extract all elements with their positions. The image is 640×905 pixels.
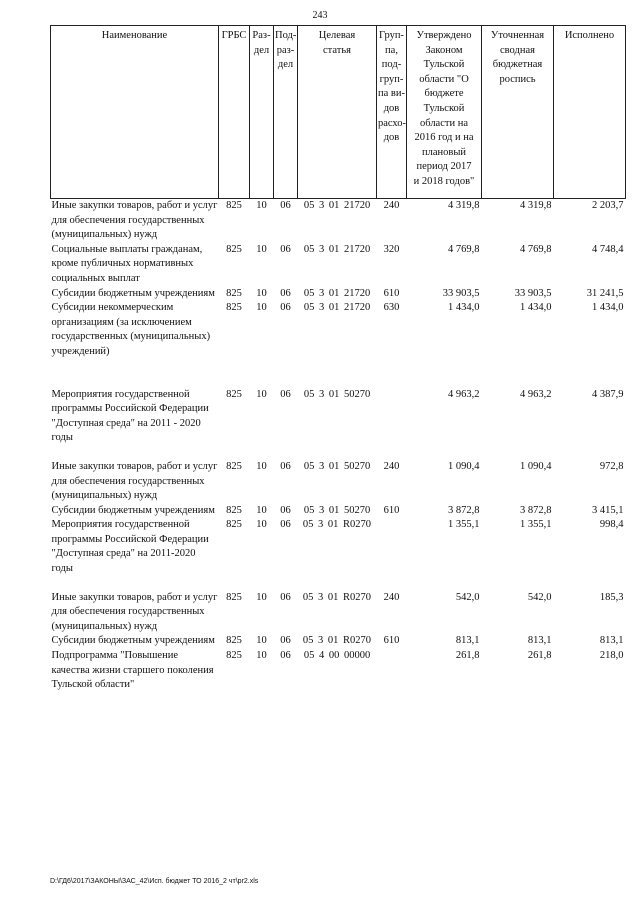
row-name: Подпрограмма "Повышение качества жизни старшего поколения Тульской области" bbox=[51, 650, 214, 691]
row-podrazdel: 06 bbox=[280, 504, 291, 516]
row-refined: 33 903,5 bbox=[514, 287, 552, 299]
row-expense-type: 610 bbox=[383, 287, 400, 299]
row-razdel: 10 bbox=[256, 388, 267, 400]
row-approved: 33 903,5 bbox=[442, 287, 480, 299]
header-podrazdel: Под- раз- дел bbox=[274, 26, 298, 199]
row-refined: 4 769,8 bbox=[520, 243, 552, 255]
row-name: Иные закупки товаров, работ и услуг для обеспечения государственных (муниципальных) нужд bbox=[51, 200, 218, 241]
header-name: Наименование bbox=[51, 26, 219, 199]
row-name: Субсидии некоммерческим организациям (за исключением государственных (муниципальных) учреждений) bbox=[51, 302, 211, 357]
row-spacer-cell bbox=[51, 360, 626, 374]
row-spacer bbox=[51, 374, 626, 388]
row-grbs: 825 bbox=[226, 460, 242, 472]
header-target-article: Целевая статья bbox=[298, 26, 377, 199]
table-row bbox=[51, 649, 626, 693]
row-target-article: 05 3 01 R0270 bbox=[302, 635, 372, 647]
row-target-article: 05 3 01 50270 bbox=[303, 504, 371, 516]
row-podrazdel: 06 bbox=[280, 302, 291, 314]
row-executed: 3 415,1 bbox=[592, 504, 624, 516]
row-expense-type: 610 bbox=[383, 504, 400, 516]
page-number: 243 bbox=[312, 10, 328, 21]
row-razdel: 10 bbox=[256, 460, 267, 472]
row-name: Социальные выплаты гражданам, кроме публичных нормативных социальных выплат bbox=[51, 243, 203, 284]
row-grbs: 825 bbox=[226, 200, 242, 211]
row-executed: 4 387,9 bbox=[592, 388, 624, 400]
row-expense-type: 320 bbox=[383, 243, 400, 255]
row-name: Мероприятия государственной программы Российской Федерации "Доступная среда" на 2011-2020 годы bbox=[51, 519, 209, 575]
row-name: Иные закупки товаров, работ и услуг для обеспечения государственных (муниципальных) нужд bbox=[51, 460, 218, 502]
row-executed: 31 241,5 bbox=[586, 287, 624, 299]
row-executed: 972,8 bbox=[599, 460, 624, 472]
table-header-row bbox=[51, 26, 626, 199]
row-refined: 542,0 bbox=[527, 591, 552, 603]
table-row bbox=[51, 199, 626, 243]
row-podrazdel: 06 bbox=[280, 388, 291, 400]
table-row bbox=[51, 388, 626, 446]
row-spacer-cell bbox=[51, 374, 626, 388]
row-target-article: 05 3 01 R0270 bbox=[302, 591, 372, 603]
row-approved: 813,1 bbox=[455, 635, 480, 647]
row-executed: 218,0 bbox=[599, 650, 624, 662]
row-target-article: 05 3 01 21720 bbox=[303, 287, 371, 299]
budget-table bbox=[50, 25, 626, 693]
row-approved: 1 090,4 bbox=[448, 460, 480, 472]
row-name: Мероприятия государственной программы Российской Федерации "Доступная среда" на 2011 - 2020 годы bbox=[51, 388, 209, 444]
row-approved: 261,8 bbox=[455, 650, 480, 662]
header-approved: Утверждено Законом Тульской области "О бюджете Тульской области на 2016 год и на плановый период 2017 и 2018 годов" bbox=[407, 26, 482, 199]
row-grbs: 825 bbox=[226, 287, 242, 299]
row-spacer-cell bbox=[51, 446, 626, 460]
row-name: Субсидии бюджетным учреждениям bbox=[51, 504, 215, 516]
table-row bbox=[51, 287, 626, 302]
row-approved: 4 963,2 bbox=[448, 388, 480, 400]
header-grbs: ГРБС bbox=[219, 26, 250, 199]
row-razdel: 10 bbox=[256, 650, 267, 662]
table-row bbox=[51, 518, 626, 576]
row-target-article: 05 3 01 21720 bbox=[303, 302, 371, 314]
row-expense-type: 240 bbox=[383, 460, 400, 472]
row-grbs: 825 bbox=[226, 302, 242, 314]
row-executed: 185,3 bbox=[599, 591, 624, 603]
row-razdel: 10 bbox=[256, 287, 267, 299]
header-executed: Исполнено bbox=[554, 26, 626, 199]
row-approved: 4 319,8 bbox=[448, 200, 480, 211]
row-approved: 1 355,1 bbox=[448, 519, 480, 531]
row-target-article: 05 3 01 50270 bbox=[303, 460, 371, 472]
row-razdel: 10 bbox=[256, 302, 267, 314]
row-target-article: 05 4 00 00000 bbox=[303, 650, 371, 662]
table-row bbox=[51, 634, 626, 649]
row-grbs: 825 bbox=[226, 591, 242, 603]
row-podrazdel: 06 bbox=[280, 243, 291, 255]
row-expense-type bbox=[377, 649, 407, 693]
row-spacer bbox=[51, 577, 626, 591]
row-name: Субсидии бюджетным учреждениям bbox=[51, 287, 215, 299]
table-row bbox=[51, 591, 626, 635]
table-row bbox=[51, 243, 626, 287]
table-body bbox=[51, 199, 626, 693]
row-executed: 4 748,4 bbox=[592, 243, 624, 255]
row-spacer-cell bbox=[51, 577, 626, 591]
row-grbs: 825 bbox=[226, 504, 242, 516]
row-razdel: 10 bbox=[256, 519, 267, 531]
row-podrazdel: 06 bbox=[280, 650, 291, 662]
row-expense-type: 240 bbox=[383, 591, 400, 603]
row-razdel: 10 bbox=[256, 200, 267, 211]
row-target-article: 05 3 01 R0270 bbox=[302, 519, 372, 531]
row-approved: 542,0 bbox=[455, 591, 480, 603]
footer-file-path: D:\ГД6\2017\ЗАКОНЫ\ЗАС_42\Исп. бюджет ТО 2016_2 чт\pr2.xls bbox=[50, 878, 259, 885]
row-expense-type bbox=[377, 388, 407, 446]
row-podrazdel: 06 bbox=[280, 200, 291, 211]
header-razdel: Раз- дел bbox=[250, 26, 274, 199]
row-target-article: 05 3 01 50270 bbox=[303, 388, 371, 400]
table-row bbox=[51, 301, 626, 359]
row-refined: 4 319,8 bbox=[520, 200, 552, 211]
row-podrazdel: 06 bbox=[280, 635, 291, 647]
row-razdel: 10 bbox=[256, 635, 267, 647]
row-grbs: 825 bbox=[226, 243, 242, 255]
row-expense-type: 610 bbox=[383, 635, 400, 647]
row-name: Иные закупки товаров, работ и услуг для обеспечения государственных (муниципальных) нужд bbox=[51, 591, 218, 632]
row-approved: 4 769,8 bbox=[448, 243, 480, 255]
row-refined: 3 872,8 bbox=[520, 504, 552, 516]
row-expense-type bbox=[377, 518, 407, 576]
row-executed: 813,1 bbox=[599, 635, 624, 647]
row-refined: 261,8 bbox=[527, 650, 552, 662]
row-expense-type: 240 bbox=[383, 200, 400, 211]
row-approved: 3 872,8 bbox=[448, 504, 480, 516]
row-spacer bbox=[51, 446, 626, 460]
row-refined: 1 090,4 bbox=[520, 460, 552, 472]
row-refined: 813,1 bbox=[527, 635, 552, 647]
table-row bbox=[51, 504, 626, 519]
row-approved: 1 434,0 bbox=[448, 302, 480, 314]
header-refined: Уточненная сводная бюджетная роспись bbox=[482, 26, 554, 199]
row-name: Субсидии бюджетным учреждениям bbox=[51, 635, 215, 647]
row-target-article: 05 3 01 21720 bbox=[303, 243, 371, 255]
row-grbs: 825 bbox=[226, 388, 242, 400]
row-spacer bbox=[51, 360, 626, 374]
row-refined: 4 963,2 bbox=[520, 388, 552, 400]
row-podrazdel: 06 bbox=[280, 460, 291, 472]
row-executed: 998,4 bbox=[599, 519, 624, 531]
row-podrazdel: 06 bbox=[280, 287, 291, 299]
row-grbs: 825 bbox=[226, 519, 242, 531]
row-executed: 2 203,7 bbox=[592, 200, 624, 211]
row-razdel: 10 bbox=[256, 591, 267, 603]
header-expense-type: Груп- па, под- груп- па ви- дов расхо- дов bbox=[377, 26, 407, 199]
row-refined: 1 355,1 bbox=[520, 519, 552, 531]
row-target-article: 05 3 01 21720 bbox=[303, 200, 371, 211]
row-executed: 1 434,0 bbox=[592, 302, 624, 314]
row-grbs: 825 bbox=[226, 650, 242, 662]
row-expense-type: 630 bbox=[383, 302, 400, 314]
row-grbs: 825 bbox=[226, 635, 242, 647]
row-refined: 1 434,0 bbox=[520, 302, 552, 314]
row-podrazdel: 06 bbox=[280, 519, 291, 531]
table-row bbox=[51, 460, 626, 504]
row-razdel: 10 bbox=[256, 504, 267, 516]
row-podrazdel: 06 bbox=[280, 591, 291, 603]
row-razdel: 10 bbox=[256, 243, 267, 255]
